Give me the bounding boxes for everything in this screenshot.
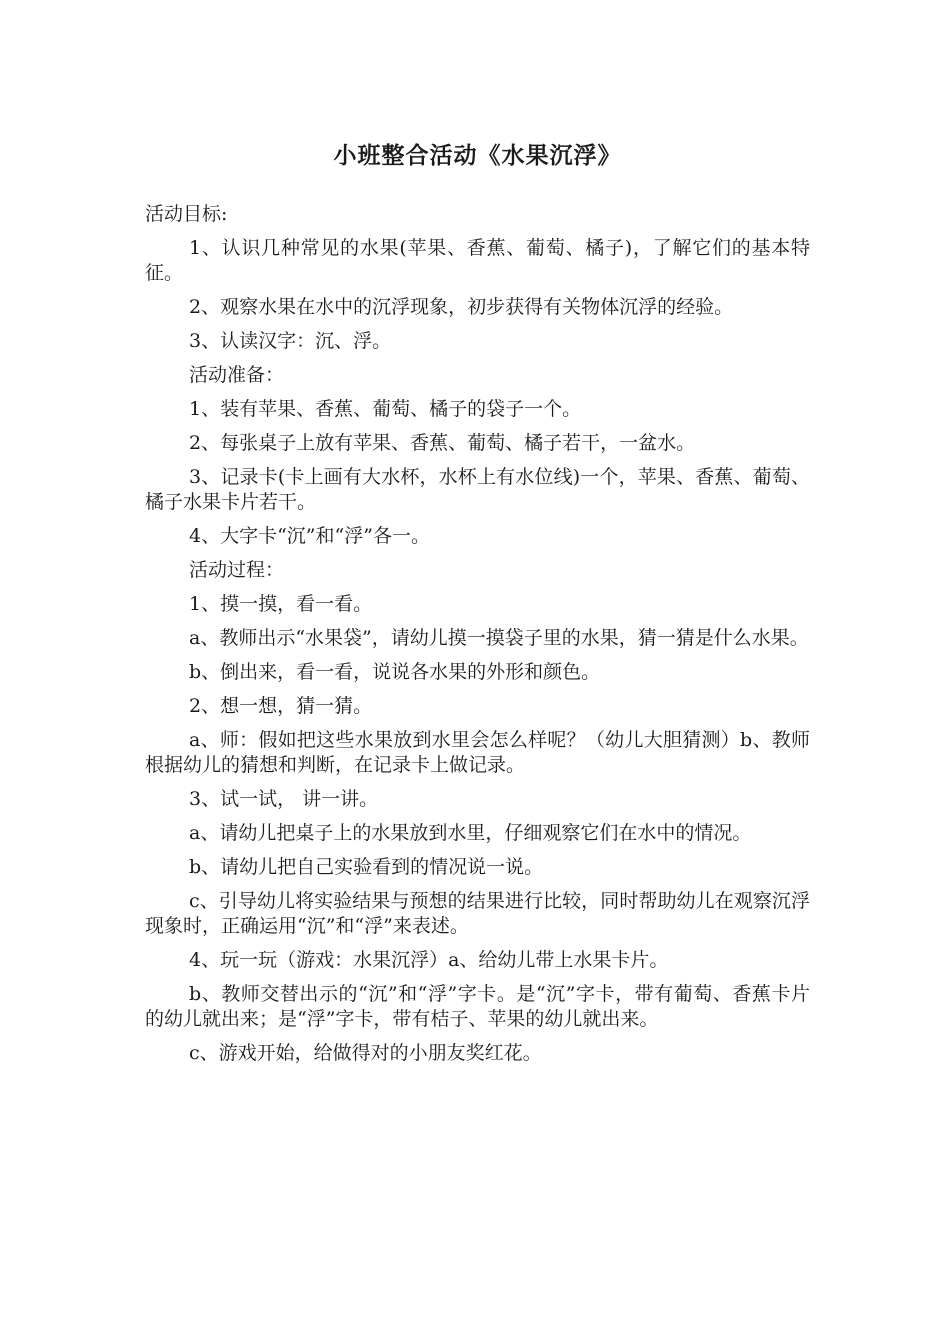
document-title: 小班整合活动《水果沉浮》	[333, 142, 622, 169]
paragraph: a、请幼儿把桌子上的水果放到水里，仔细观察它们在水中的情况。	[189, 822, 752, 844]
paragraph: 2、想一想，猜一猜。	[189, 695, 373, 717]
paragraph: c、引导幼儿将实验结果与预想的结果进行比较，同时帮助幼儿在观察沉浮现象时，正确运用“沉”和“浮”来表述。	[145, 890, 810, 937]
document-body	[145, 202, 810, 1066]
paragraph: a、师：假如把这些水果放到水里会怎么样呢？（幼儿大胆猜测）b、教师根据幼儿的猜想和判断，在记录卡上做记录。	[145, 729, 810, 776]
paragraph: a、教师出示“水果袋”，请幼儿摸一摸袋子里的水果，猜一猜是什么水果。	[189, 627, 809, 649]
paragraph: 2、观察水果在水中的沉浮现象，初步获得有关物体沉浮的经验。	[189, 296, 734, 318]
paragraph: b、请幼儿把自己实验看到的情况说一说。	[189, 856, 544, 878]
paragraph: 1、摸一摸，看一看。	[189, 593, 373, 615]
paragraph: c、游戏开始，给做得对的小朋友奖红花。	[189, 1042, 542, 1064]
paragraph: 3、认读汉字：沉、浮。	[189, 330, 392, 352]
paragraph: 3、记录卡(卡上画有大水杯，水杯上有水位线)一个，苹果、香蕉、葡萄、橘子水果卡片若干。	[145, 466, 810, 513]
paragraph: b、倒出来，看一看，说说各水果的外形和颜色。	[189, 661, 601, 683]
paragraph: 活动目标:	[145, 203, 228, 225]
paragraph: 3、试一试， 讲一讲。	[189, 788, 379, 810]
document-page	[145, 140, 810, 1075]
paragraph: 活动过程：	[189, 559, 285, 581]
paragraph: 2、每张桌子上放有苹果、香蕉、葡萄、橘子若干，一盆水。	[189, 432, 696, 454]
paragraph: 4、大字卡“沉”和“浮”各一。	[189, 525, 430, 547]
paragraph: 1、装有苹果、香蕉、葡萄、橘子的袋子一个。	[189, 398, 582, 420]
paragraph: b、教师交替出示的“沉”和“浮”字卡。是“沉”字卡，带有葡萄、香蕉卡片的幼儿就出来；是“浮”字卡，带有桔子、苹果的幼儿就出来。	[145, 983, 810, 1030]
paragraph: 活动准备：	[189, 364, 285, 386]
paragraph: 4、玩一玩（游戏：水果沉浮）a、给幼儿带上水果卡片。	[189, 949, 669, 971]
paragraph: 1、认识几种常见的水果(苹果、香蕉、葡萄、橘子)，了解它们的基本特征。	[145, 237, 810, 284]
